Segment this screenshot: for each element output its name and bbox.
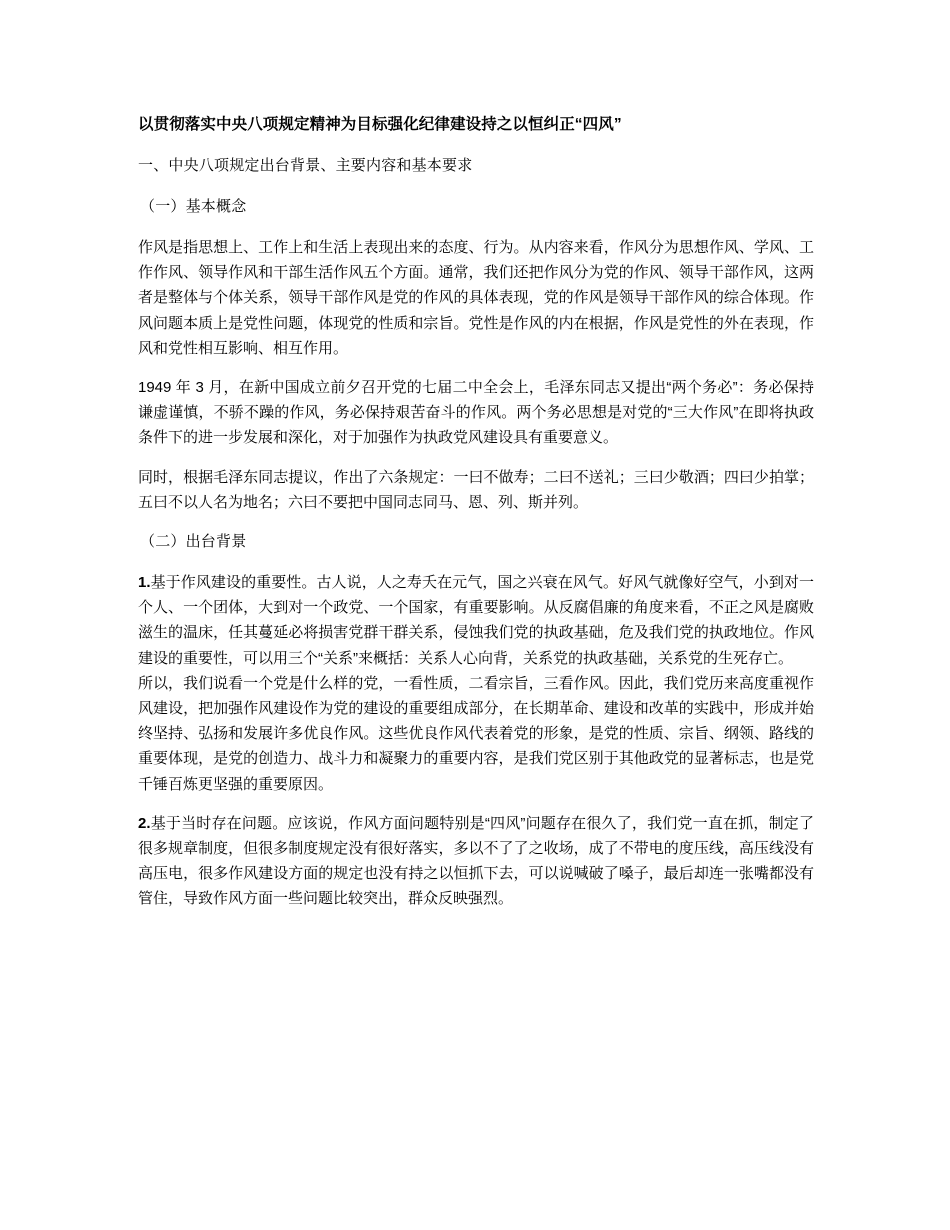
document-body [138, 112, 814, 912]
subsection-heading-1: （一）基本概念 [140, 198, 247, 215]
paragraph-5-text: 基于当时存在问题。应该说，作风方面问题特别是“四风”问题存在很久了，我们党一直在抓，制定了很多规章制度，但很多制度规定没有很好落实，多以不了了之收场，成了不带电的度压线，高压线没有高压电，很多作风建设方面的规定也没有持之以恒抓下去，可以说喊破了嗓子，最后却连一张嘴都没有管住，导致作风方面一些问题比较突出，群众反映强烈。 [138, 814, 814, 908]
paragraph-4-text-continued: 所以，我们说看一个党是什么样的党，一看性质，二看宗旨，三看作风。因此，我们党历来高度重视作风建设，把加强作风建设作为党的建设的重要组成部分，在长期革命、建设和改革的实践中，形成并始终坚持、弘扬和发展许多优良作风。这些优良作风代表着党的形象，是党的性质、宗旨、纲领、路线的重要体现，是党的创造力、战斗力和凝聚力的重要内容，是我们党区别于其他政党的显著标志，也是党千锤百炼更坚强的重要原因。 [138, 674, 814, 793]
paragraph-4-text: 基于作风建设的重要性。古人说，人之寿夭在元气，国之兴衰在风气。好风气就像好空气，小到对一个人、一个团体，大到对一个政党、一个国家，有重要影响。从反腐倡廉的角度来看，不正之风是腐败滋生的温床，任其蔓延必将损害党群干群关系，侵蚀我们党的执政基础，危及我们党的执政地位。作风建设的重要性，可以用三个“关系”来概括：关系人心向背，关系党的执政基础，关系党的生死存亡。 [138, 574, 814, 667]
paragraph-5 [138, 811, 814, 912]
paragraph-5-marker: 2. [138, 814, 151, 832]
section-heading-1: 一、中央八项规定出台背景、主要内容和基本要求 [138, 157, 473, 174]
paragraph-3: 同时，根据毛泽东同志提议，作出了六条规定：一曰不做寿；二曰不送礼；三曰少敬酒；四曰少拍掌；五曰不以人名为地名；六曰不要把中国同志同马、恩、列、斯并列。 [138, 468, 814, 511]
paragraph-2: 1949 年 3 月，在新中国成立前夕召开党的七届二中全会上，毛泽东同志又提出“两个务必”：务必保持谦虚谨慎，不骄不躁的作风，务必保持艰苦奋斗的作风。两个务必思想是对党的“三大作风”在即将执政条件下的进一步发展和深化，对于加强作为执政党风建设具有重要意义。 [138, 379, 814, 447]
subsection-heading-2: （二）出台背景 [140, 533, 247, 551]
paragraph-1: 作风是指思想上、工作上和生活上表现出来的态度、行为。从内容来看，作风分为思想作风、学风、工作作风、领导作风和干部生活作风五个方面。通常，我们还把作风分为党的作风、领导干部作风，这两者是整体与个体关系，领导干部作风是党的作风的具体表现，党的作风是领导干部作风的综合体现。作风问题本质上是党性问题，体现党的性质和宗旨。党性是作风的内在根据，作风是党性的外在表现，作风和党性相互影响、相互作用。 [138, 239, 814, 357]
paragraph-4-marker: 1. [138, 574, 151, 592]
paragraph-4 [138, 570, 814, 797]
document-title: 以贯彻落实中央八项规定精神为目标强化纪律建设持之以恒纠正“四风” [138, 116, 622, 133]
